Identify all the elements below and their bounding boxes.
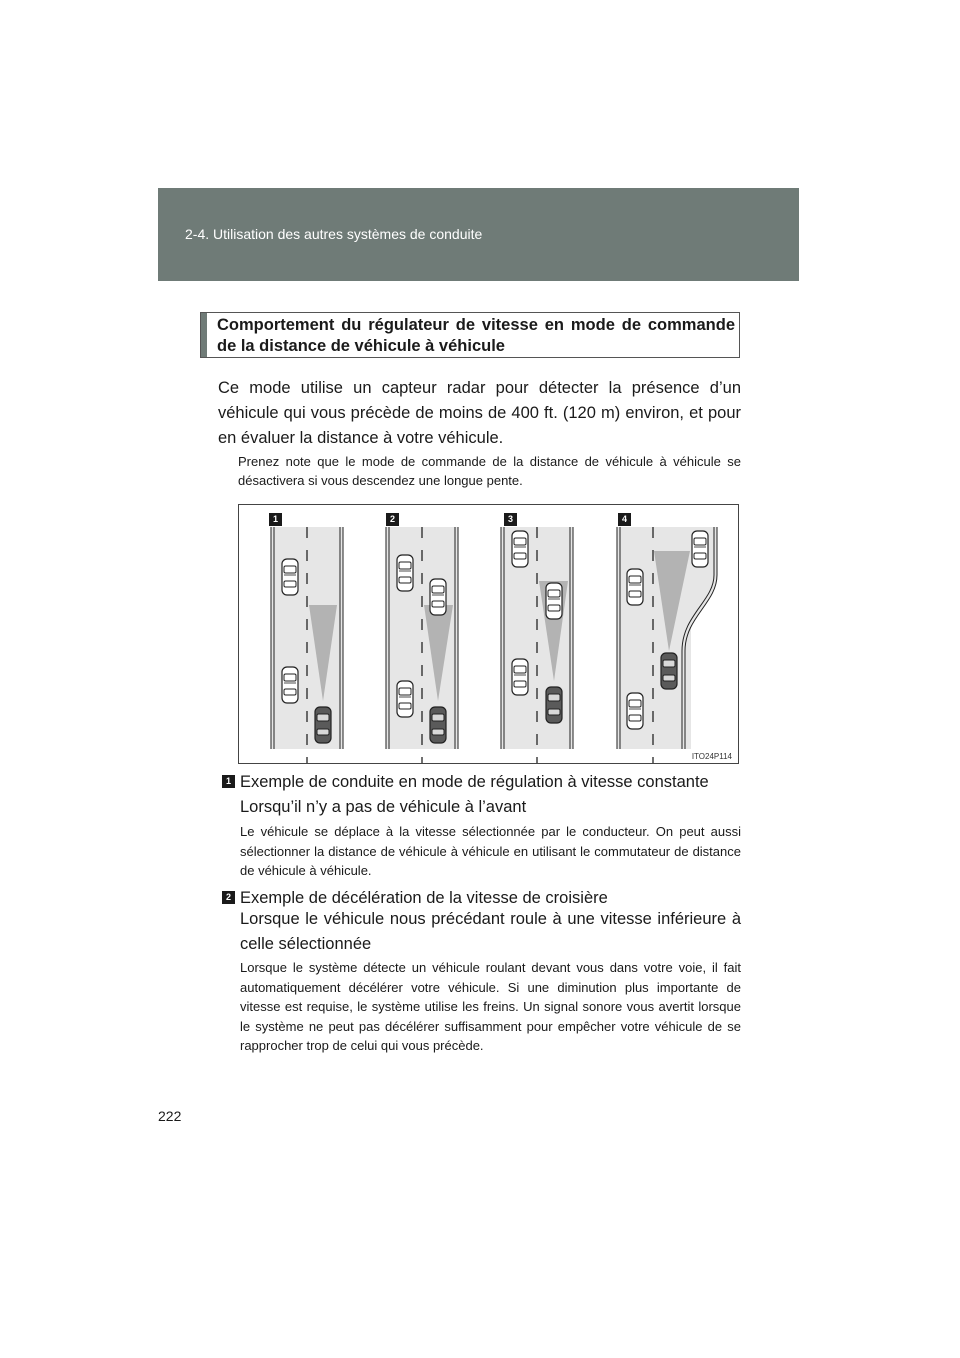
section-heading-accent xyxy=(201,313,207,357)
section-heading-box xyxy=(200,312,740,358)
panel-1-road xyxy=(271,527,343,763)
chapter-header-band xyxy=(158,188,799,281)
item-2-badge: 2 xyxy=(222,891,235,904)
panel-number-1: 1 xyxy=(269,513,282,526)
panel-4-road xyxy=(617,527,720,763)
panel-3-road xyxy=(501,527,573,763)
chapter-breadcrumb: 2-4. Utilisation des autres systèmes de conduite xyxy=(185,226,483,242)
panel-number-2: 2 xyxy=(386,513,399,526)
item-2-body: Lorsque le système détecte un véhicule roulant devant vous dans votre voie, il fait automatiquement décélérer votre véhicule. Si une diminution plus importante de vitesse est requise, le système utilise les freins. Un signal sonore vous avertit lorsque le système ne peut pas décélérer suffisamment pour empêcher votre véhicule de se rapprocher trop de celui qui vous précède. xyxy=(240,960,741,1053)
panel-2-road xyxy=(386,527,458,763)
page-number: 222 xyxy=(158,1108,182,1124)
item-1-subtitle: Lorsqu’il n’y a pas de véhicule à l’avant xyxy=(240,798,527,816)
radar-cruise-figure xyxy=(238,504,739,764)
panel-number-3: 3 xyxy=(504,513,517,526)
item-2-subtitle: Lorsque le véhicule nous précédant roule à une vitesse inférieure à celle sélectionnée xyxy=(240,910,741,953)
figure-code: ITO24P114 xyxy=(691,752,732,761)
item-1-badge: 1 xyxy=(222,775,235,788)
figure-illustration xyxy=(239,505,738,763)
panel-number-4: 4 xyxy=(618,513,631,526)
item-2-title: Exemple de décélération de la vitesse de croisière xyxy=(240,889,608,907)
intro-paragraph: Ce mode utilise un capteur radar pour détecter la présence d’un véhicule qui vous précède de moins de 400 ft. (120 m) environ, et pour en évaluer la distance à votre véhicule. xyxy=(218,379,741,447)
section-title: Comportement du régulateur de vitesse en mode de commande de la distance de véhicule à véhicule xyxy=(217,316,735,355)
note-paragraph: Prenez note que le mode de commande de la distance de véhicule à véhicule se désactivera si vous descendez une longue pente. xyxy=(238,454,741,488)
item-1-title: Exemple de conduite en mode de régulation à vitesse constante xyxy=(240,773,709,791)
item-1-body: Le véhicule se déplace à la vitesse sélectionnée par le conducteur. On peut aussi sélectionner la distance de véhicule à véhicule en utilisant le commutateur de distance de véhicule à véhicule. xyxy=(240,824,741,878)
